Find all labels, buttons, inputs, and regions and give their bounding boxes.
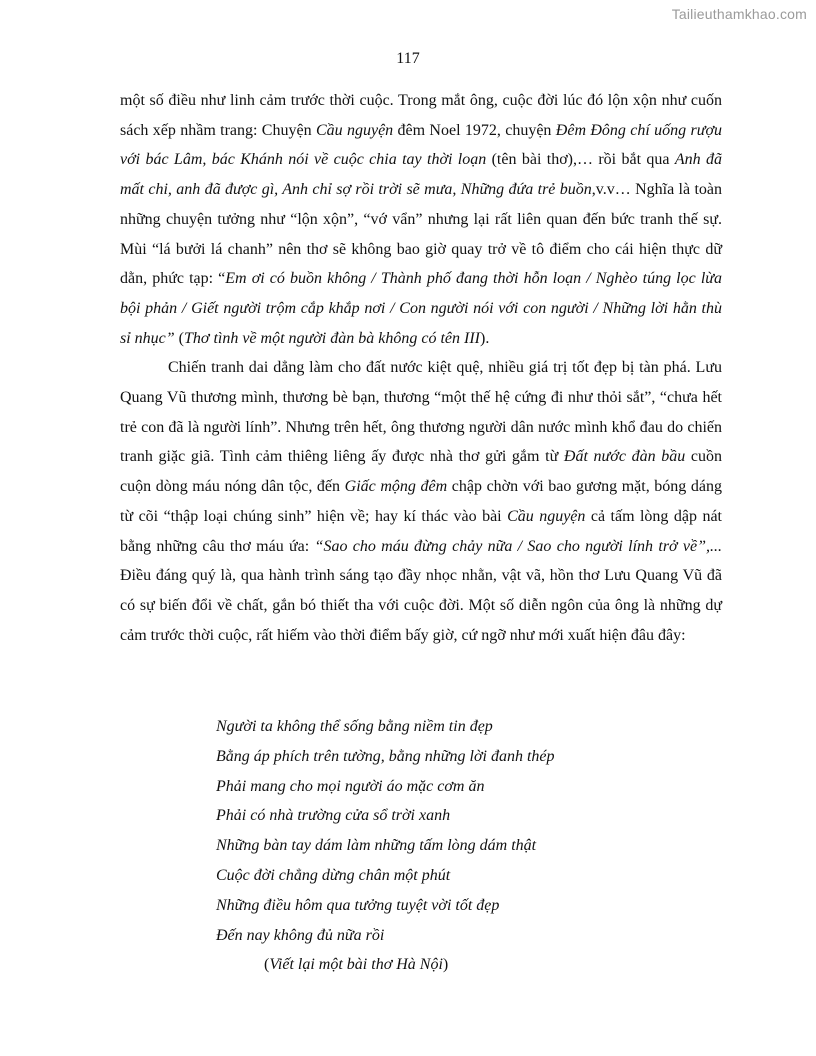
text-run: ( <box>174 329 184 347</box>
text-run: Điều đáng quý là, qua hành trình sáng tạo đầy nhọc nhằn, vật vã, hồn thơ Lưu Quang Vũ đã có sự biến đổi về chất, gắn bó thiết tha với cuộc đời. Một số diễn ngôn của ông là những dự cảm trước thời cuộc, rất hiếm vào thời điểm bấy giờ, cứ ngỡ như mới xuất hiện đâu đây: <box>120 567 722 644</box>
paragraph-1 <box>120 86 722 353</box>
page-number: 117 <box>396 50 420 67</box>
text-run: một số điều như linh cảm trước thời cuộc. Trong mắt ông, cuộc đời lúc đó lộn xộn như cuốn sách xếp nhầm trang: Chuyện <box>120 92 722 139</box>
italic-title: Giấc mộng đêm <box>344 478 448 496</box>
source-paren-close: ) <box>442 956 449 974</box>
text-run: cuồn cuộn dòng máu nóng dân tộc, đến <box>120 448 722 496</box>
poem-line: Cuộc đời chẳng dừng chân một phút <box>216 866 451 884</box>
poem-line: Người ta không thể sống bằng niềm tin đẹp <box>216 718 493 735</box>
poem-line: Đến nay không đủ nữa rồi <box>216 926 385 944</box>
paragraph-2 <box>120 353 722 650</box>
italic-title: Đêm Đông chí uống rượu với bác Lâm, bác Khánh nói về cuộc chia tay thời loạn <box>120 121 723 169</box>
italic-title: Anh đã mất chi, anh đã được gì, Anh chỉ sợ rồi trời sẽ mưa, Những đứa trẻ buồn <box>120 151 722 199</box>
poem-source <box>216 950 696 980</box>
source-paren-open: ( <box>264 956 270 974</box>
italic-quote: “Sao cho máu đừng chảy nữa / Sao cho người lính trở về”,... <box>314 537 723 555</box>
text-run: ). <box>479 329 490 347</box>
poem-line: Phải mang cho mọi người áo mặc cơm ăn <box>216 777 485 795</box>
poem-excerpt <box>216 712 696 980</box>
italic-title: Thơ tình về một người đàn bà không có tên III <box>184 329 480 347</box>
text-run: ,v.v… Nghĩa là toàn những chuyện tưởng như “lộn xộn”, “vớ vẩn” nhưng lại rất liên quan đến bức tranh thế sự. Mùi “lá bưởi lá chanh” nên thơ sẽ không bao giờ quay trở về tô điểm cho cái hiện thực dữ dằn, phức tạp: “ <box>120 181 723 288</box>
text-run: Chiến tranh dai dẳng làm cho đất nước kiệt quệ, nhiều giá trị tốt đẹp bị tàn phá. Lưu Quang Vũ thương mình, thương bè bạn, thương “một thế hệ cứng đi như thỏi sắt”, “chưa hết trẻ con đã là người lính”. Nhưng trên hết, ông thương người dân nước mình khổ đau do chiến tranh giặc giã. Tình cảm thiêng liêng ấy được nhà thơ gửi gắm từ <box>120 359 722 466</box>
text-run: cả tấm lòng dập nát bằng những câu thơ máu ứa: <box>120 507 723 555</box>
italic-title: Cầu nguyện <box>507 507 586 525</box>
italic-title: Cầu nguyện <box>315 121 394 139</box>
body-text <box>120 86 722 650</box>
poem-line: Phải có nhà trường cửa sổ trời xanh <box>216 807 451 825</box>
text-run: chập chờn với bao gương mặt, bóng dáng từ cõi “thập loại chúng sinh” hiện về; hay kí thác vào bài <box>120 478 723 525</box>
source-title: Viết lại một bài thơ Hà Nội <box>269 956 443 974</box>
italic-quote: Em ơi có buồn không / Thành phố đang thời hỗn loạn / Nghèo túng lọc lừa bội phản / Giết người trộm cắp khắp nơi / Con người nói với con người / Những lời hằn thù sỉ nhục” <box>120 270 723 347</box>
text-run: đêm Noel 1972, chuyện <box>393 121 556 139</box>
poem-line: Bằng áp phích trên tường, bằng những lời đanh thép <box>216 747 555 765</box>
poem-line: Những điều hôm qua tưởng tuyệt vời tốt đẹp <box>216 896 500 914</box>
poem-line: Những bàn tay dám làm những tấm lòng dám thật <box>216 837 537 855</box>
text-run: (tên bài thơ),… rồi bắt qua <box>486 151 675 169</box>
watermark: Tailieuthamkhao.com <box>671 6 807 22</box>
italic-title: Đất nước đàn bầu <box>563 448 686 466</box>
